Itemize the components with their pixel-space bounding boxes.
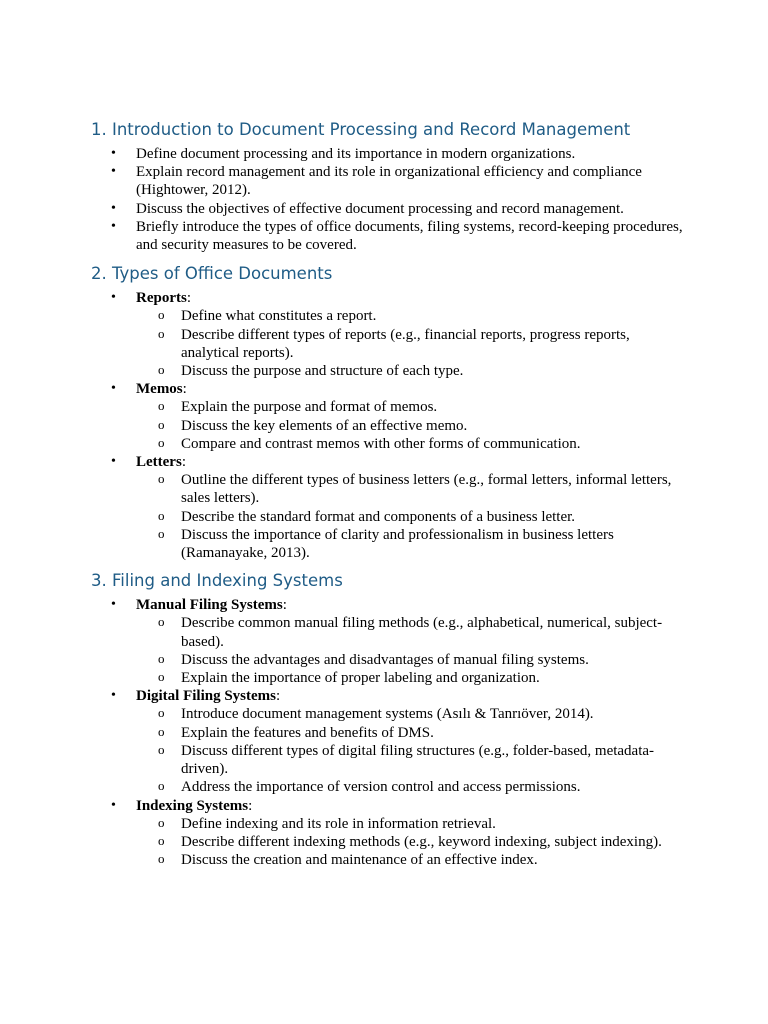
circle-bullet-icon: o [158,741,165,757]
circle-bullet-icon: o [158,507,165,523]
group-title: Reports [136,290,187,307]
circle-bullet-icon: o [158,814,165,830]
bullet-icon: • [111,797,116,813]
list-item: • Define document processing and its importance in modern organizations. [111,146,576,162]
list-item: • Discuss the objectives of effective document processing and record management. [111,200,624,217]
section-heading-3: 3. Filing and Indexing Systems [91,571,343,591]
section-heading-2: 2. Types of Office Documents [91,264,333,284]
sub-list-item: o Describe the standard format and components of a business letter. [158,507,576,525]
sub-list-item: o Describe different indexing methods (e.g., keyword indexing, subject indexing). [158,832,662,850]
sub-list-item: o Introduce document management systems (Asılı & Tanrıöver, 2014). [158,705,594,723]
sub-list-item: o Define indexing and its role in information retrieval. [158,814,496,832]
circle-bullet-icon: o [158,325,165,341]
circle-bullet-icon: o [158,669,165,685]
circle-bullet-icon: o [158,416,165,432]
sub-list [136,398,688,453]
sub-list-item: o Explain the importance of proper labeling and organization. [158,669,540,687]
bullet-icon: • [111,164,116,180]
sub-list-item: o Discuss the importance of clarity and professionalism in business letters (Ramanayake, 2013). [158,525,614,562]
sub-list [136,705,688,796]
circle-bullet-icon: o [158,434,165,450]
bullet-icon: • [111,218,116,234]
circle-bullet-icon: o [158,851,165,867]
bullet-icon: • [111,597,116,613]
bullet-icon: • [111,454,116,470]
list-item: • Explain record management and its role in organizational efficiency and compliance (Hightower, 2012). [111,164,642,199]
sub-list-item: o Discuss the key elements of an effective memo. [158,416,468,434]
sub-list [136,471,688,562]
circle-bullet-icon: o [158,705,165,721]
sub-list-item: o Explain the purpose and format of memos. [158,398,438,416]
sub-list-item: o Compare and contrast memos with other forms of communication. [158,434,581,452]
circle-bullet-icon: o [158,398,165,414]
sub-list-item: o Discuss the creation and maintenance of an effective index. [158,851,538,869]
sub-list [136,307,688,380]
section-3-list [91,596,688,869]
circle-bullet-icon: o [158,525,165,541]
list-item: • Briefly introduce the types of office documents, filing systems, record-keeping procedures, and security measures to be covered. [111,218,683,254]
sub-list-item: o Define what constitutes a report. [158,307,377,325]
sub-list-item: o Explain the features and benefits of DMS. [158,723,434,741]
sub-list-item: o Outline the different types of business letters (e.g., formal letters, informal letters, sales letters). [158,471,672,507]
bullet-icon: • [111,688,116,704]
circle-bullet-icon: o [158,778,165,794]
sub-list-item: o Describe different types of reports (e.g., financial reports, progress reports, analytical reports). [158,325,630,361]
bullet-icon: • [111,146,116,161]
sub-list-item: o Discuss the advantages and disadvantages of manual filing systems. [158,650,589,668]
group-item-digital-filing: • Digital Filing Systems: o Introduce document management systems (Asılı & Tanrıöver, 2014). o Explain the features and benefits of DMS. o Discuss different types of digital filing structures (e.g., folder-based, metadata-driven). o Address the importance of version control and access permissions. [91,687,688,796]
group-item-memos: • Memos: o Explain the purpose and format of memos. o Discuss the key elements of an effective memo. o Compare and contrast memos with other forms of communication. [91,380,688,453]
bullet-icon: • [111,290,116,306]
bullet-icon: • [111,381,116,397]
group-title: Manual Filing Systems [136,597,283,614]
sub-list-item: o Discuss different types of digital filing structures (e.g., folder-based, metadata-driven). [158,741,655,778]
circle-bullet-icon: o [158,614,165,630]
sub-list-item: o Discuss the purpose and structure of each type. [158,362,464,380]
sub-list-item: o Address the importance of version control and access permissions. [158,778,581,796]
circle-bullet-icon: o [158,471,165,487]
bullet-icon: • [111,200,116,216]
section-heading-1: 1. Introduction to Document Processing and Record Management [91,120,631,139]
group-item-reports: • Reports: o Define what constitutes a report. o Describe different types of reports (e.g., financial reports, progress reports, analytical reports). o Discuss the purpose and structure of each type. [91,289,688,380]
group-title: Memos [136,381,183,398]
group-item-manual-filing: • Manual Filing Systems: o Describe common manual filing methods (e.g., alphabetical, numerical, subject-based). o Discuss the advantages and disadvantages of manual filing systems. o Explain the importance of proper labeling and organization. [91,596,688,687]
section-1-list [91,145,688,254]
group-item-letters: • Letters: o Outline the different types of business letters (e.g., formal letters, informal letters, sales letters). o Describe the standard format and components of a business letter. o Discuss the importance of clarity and professionalism in business letters (Ramanayake, 2013). [91,453,688,562]
group-title: Indexing Systems [136,797,249,814]
group-title: Letters [136,454,182,471]
circle-bullet-icon: o [158,832,165,848]
circle-bullet-icon: o [158,307,165,323]
circle-bullet-icon: o [158,723,165,739]
sub-list-item: o Describe common manual filing methods (e.g., alphabetical, numerical, subject-based). [158,614,663,650]
circle-bullet-icon: o [158,650,165,666]
section-2-list [91,289,688,562]
circle-bullet-icon: o [158,362,165,378]
sub-list [136,614,688,687]
sub-list [136,815,688,870]
group-item-indexing: • Indexing Systems: o Define indexing and its role in information retrieval. o Describe different indexing methods (e.g., keyword indexing, subject indexing). o Discuss the creation and maintenance of an effective index. [91,797,688,870]
group-title: Digital Filing Systems [136,688,277,705]
